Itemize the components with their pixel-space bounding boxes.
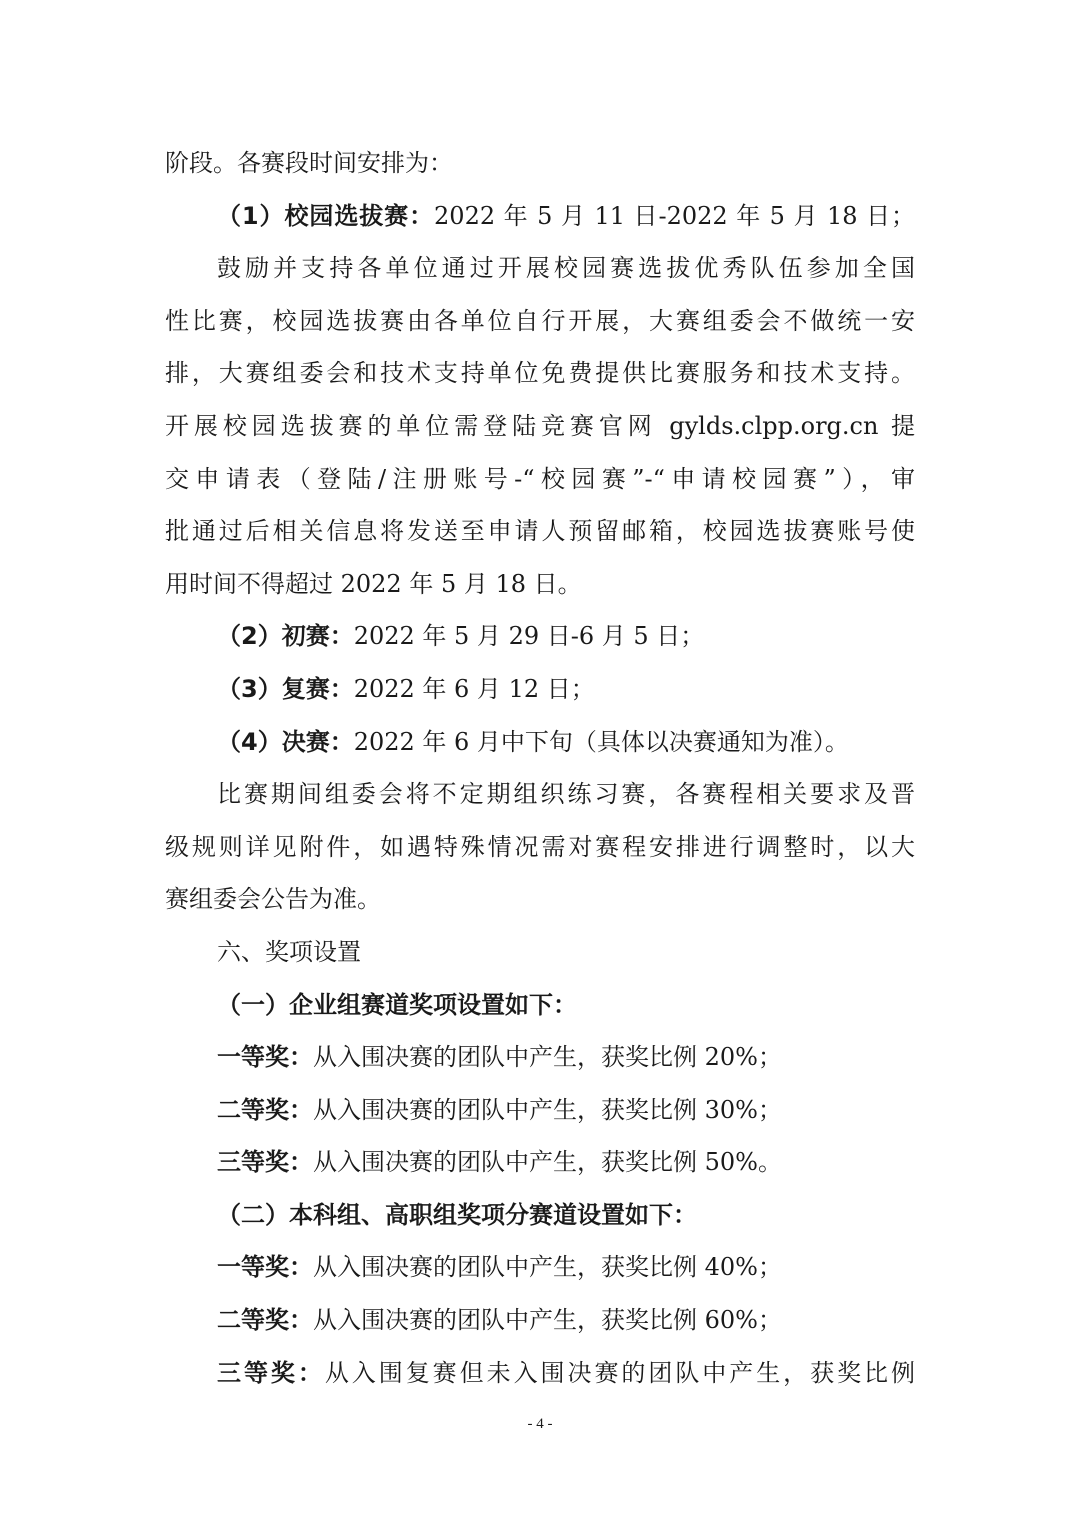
body-text: 2022 年 6 月 12 日； — [353, 674, 595, 703]
document-body — [165, 137, 915, 1399]
bold-label: 二等奖： — [217, 1306, 313, 1335]
text-line — [165, 926, 915, 979]
body-text: 2022 年 6 月中下旬（具体以决赛通知为准）。 — [353, 727, 849, 756]
text-line — [165, 295, 915, 348]
bold-label: 三等奖： — [217, 1148, 313, 1177]
text-line — [165, 1189, 915, 1242]
page-number: - 4 - — [527, 1416, 553, 1432]
text-line — [165, 821, 915, 874]
text-line — [165, 1347, 915, 1400]
section-heading: 六、奖项设置 — [217, 937, 361, 966]
body-text: 赛组委会公告为准。 — [165, 885, 381, 914]
text-line — [165, 400, 915, 453]
text-line — [165, 190, 915, 243]
text-line — [165, 453, 915, 506]
text-line — [165, 242, 915, 295]
body-text: 比赛期间组委会将不定期组织练习赛，各赛程相关要求及晋 — [217, 780, 915, 809]
text-line — [165, 1294, 915, 1347]
body-text: 从入围决赛的团队中产生，获奖比例 20%； — [313, 1043, 782, 1072]
text-line — [165, 347, 915, 400]
body-text: 性比赛，校园选拔赛由各单位自行开展，大赛组委会不做统一安 — [165, 306, 915, 335]
bold-label: （二）本科组、高职组奖项分赛道设置如下： — [217, 1200, 697, 1229]
body-text: 从入围决赛的团队中产生，获奖比例 30%； — [313, 1095, 782, 1124]
bold-label: （4）决赛： — [217, 727, 354, 756]
body-text: 2022 年 5 月 29 日-6 月 5 日； — [353, 622, 705, 651]
text-line — [165, 137, 915, 190]
body-text: 从入围决赛的团队中产生，获奖比例 60%； — [313, 1306, 782, 1335]
body-text: 2022 年 5 月 11 日-2022 年 5 月 18 日； — [434, 201, 916, 230]
bold-label: （一）企业组赛道奖项设置如下： — [217, 990, 577, 1019]
body-text: 从入围复赛但未入围决赛的团队中产生，获奖比例 — [324, 1358, 916, 1387]
bold-label: （2）初赛： — [217, 622, 354, 651]
body-text: 从入围决赛的团队中产生，获奖比例 40%； — [313, 1253, 782, 1282]
text-line — [165, 1031, 915, 1084]
body-text: 批通过后相关信息将发送至申请人预留邮箱，校园选拔赛账号使 — [165, 517, 915, 546]
bold-label: 二等奖： — [217, 1095, 313, 1124]
text-line — [165, 1241, 915, 1294]
bold-label: 一等奖： — [217, 1043, 313, 1072]
bold-label: （1）校园选拔赛： — [217, 201, 435, 230]
text-line — [165, 768, 915, 821]
text-line — [165, 663, 915, 716]
bold-label: （3）复赛： — [217, 674, 354, 703]
body-text: 用时间不得超过 2022 年 5 月 18 日。 — [165, 569, 582, 598]
body-text: 从入围决赛的团队中产生，获奖比例 50%。 — [313, 1148, 782, 1177]
body-text: 级规则详见附件，如遇特殊情况需对赛程安排进行调整时，以大 — [165, 832, 915, 861]
text-line — [165, 558, 915, 611]
body-text: 阶段。各赛段时间安排为： — [165, 149, 453, 177]
body-text: 鼓励并支持各单位通过开展校园赛选拔优秀队伍参加全国 — [217, 254, 915, 283]
text-line — [165, 979, 915, 1032]
bold-label: 三等奖： — [217, 1358, 325, 1387]
text-line — [165, 505, 915, 558]
text-line — [165, 716, 915, 769]
body-text: 排，大赛组委会和技术支持单位免费提供比赛服务和技术支持。 — [165, 359, 915, 388]
body-text: 交申请表（登陆/注册账号-“校园赛”-“申请校园赛”），审 — [165, 464, 915, 493]
text-line — [165, 1136, 915, 1189]
text-line — [165, 873, 915, 926]
bold-label: 一等奖： — [217, 1253, 313, 1282]
body-text: 开展校园选拔赛的单位需登陆竞赛官网 gylds.clpp.org.cn 提 — [165, 411, 915, 440]
text-line — [165, 1084, 915, 1137]
text-line — [165, 610, 915, 663]
